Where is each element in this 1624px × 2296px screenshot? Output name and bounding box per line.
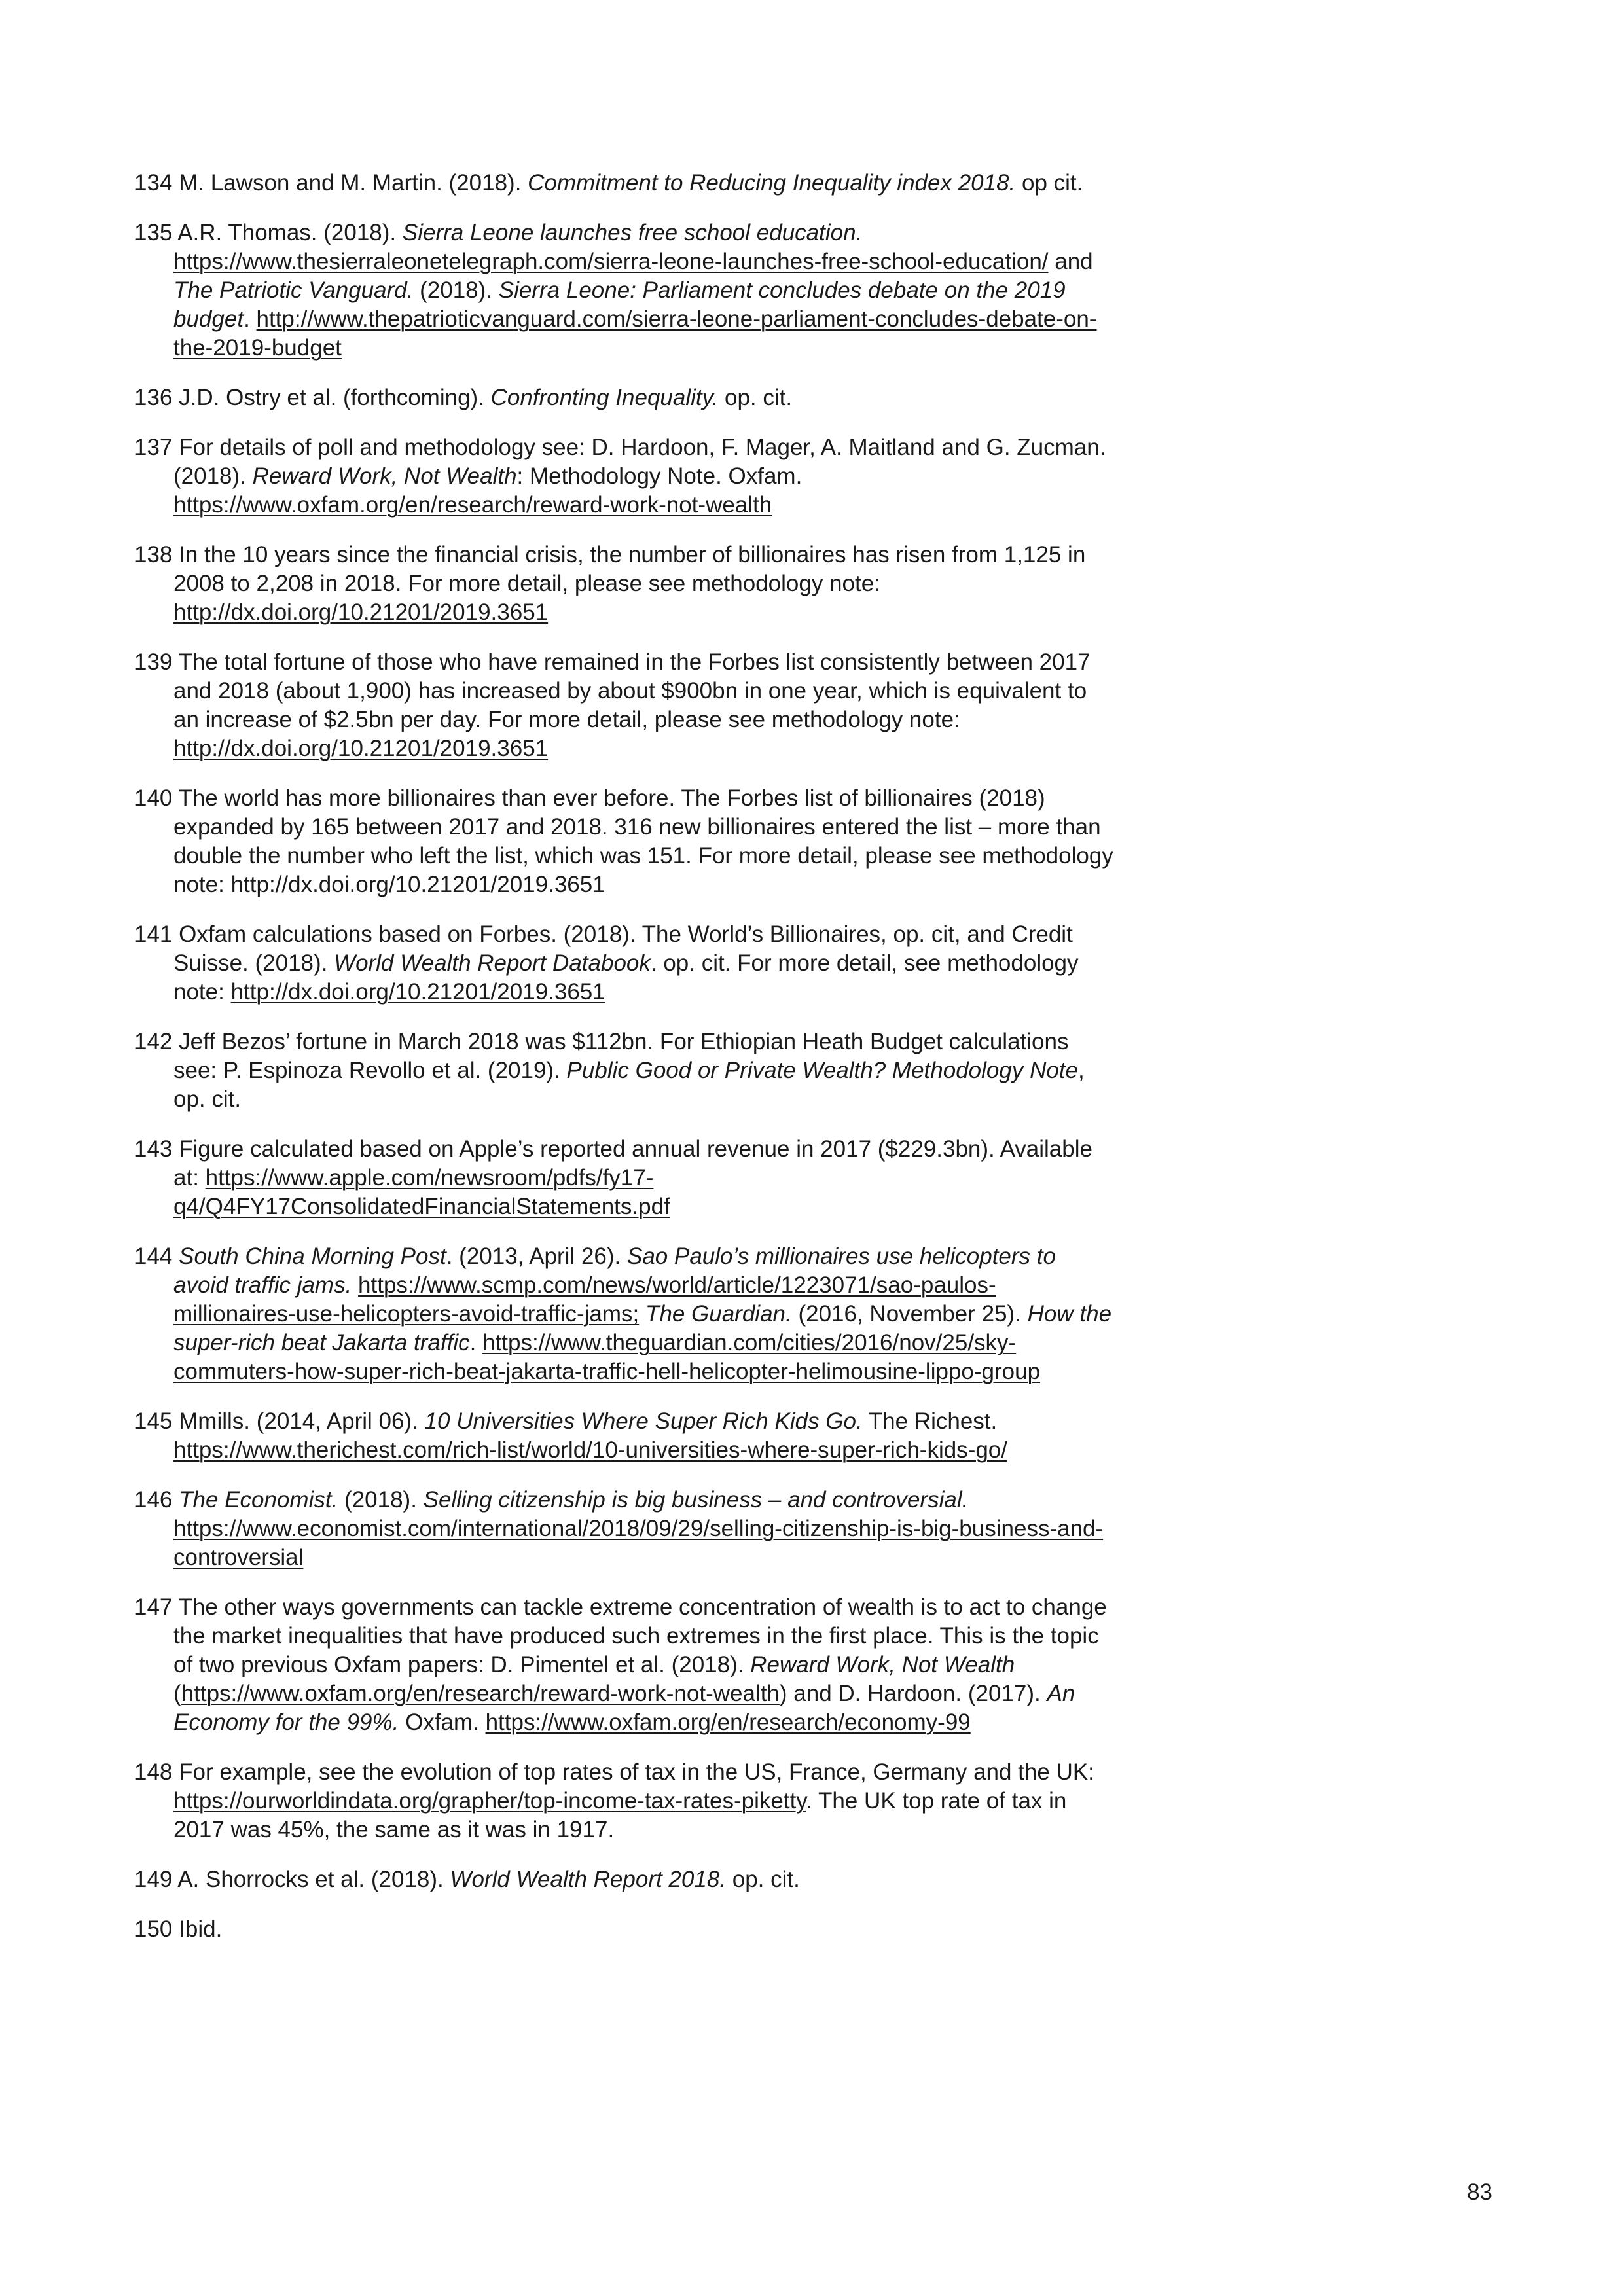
page-number: 83 <box>1467 2179 1492 2205</box>
endnote-title: How the super-rich beat Jakarta traffic <box>173 1301 1112 1355</box>
endnote-text: A. Shorrocks et al. (2018). <box>177 1867 450 1892</box>
endnote-139 <box>134 648 1116 763</box>
endnote-text: The Richest. <box>862 1408 998 1434</box>
endnote-134 <box>134 169 1116 198</box>
endnote-text: . (2013, April 26). <box>446 1244 627 1269</box>
endnote-link[interactable]: http://dx.doi.org/10.21201/2019.3651 <box>173 736 549 761</box>
endnote-number: 135 <box>134 220 173 245</box>
endnote-147 <box>134 1593 1116 1737</box>
endnote-number: 140 <box>134 785 173 811</box>
endnote-link[interactable]: https://www.oxfam.org/en/research/economy-99 <box>485 1710 971 1735</box>
endnote-number: 146 <box>134 1487 173 1513</box>
endnote-text: . <box>469 1330 483 1355</box>
endnote-text <box>352 1272 358 1298</box>
endnote-144 <box>134 1242 1116 1386</box>
endnote-title: Confronting Inequality. <box>490 385 719 410</box>
endnote-link[interactable]: https://www.therichest.com/rich-list/world/10-universities-where-super-rich-kids-go/ <box>173 1437 1007 1463</box>
endnote-text: Ibid. <box>179 1916 223 1942</box>
endnote-135 <box>134 219 1116 363</box>
endnote-number: 143 <box>134 1136 173 1162</box>
endnote-text: . op. cit. For more detail, see methodology note: <box>173 950 1079 1005</box>
endnote-number: 137 <box>134 435 173 460</box>
endnote-text: Jeff Bezos’ fortune in March 2018 was $112bn. For Ethiopian Heath Budget calculations see: P. Espinoza Revollo et al. (2019). <box>173 1029 1069 1083</box>
endnote-text: M. Lawson and M. Martin. (2018). <box>179 170 528 196</box>
endnote-title: Sao Paulo’s millionaires use helicopters to avoid traffic jams. <box>173 1244 1056 1298</box>
endnote-text: The total fortune of those who have remained in the Forbes list consistently between 2017 and 2018 (about 1,900) has increased by about $900bn in one year, which is equivalent to an increase of $2.5bn per day. For more detail, please see methodology note: <box>173 649 1091 732</box>
endnote-145 <box>134 1407 1116 1465</box>
endnote-text: J.D. Ostry et al. (forthcoming). <box>179 385 491 410</box>
endnote-text: (2018). <box>413 278 499 303</box>
endnote-link[interactable]: http://dx.doi.org/10.21201/2019.3651 <box>230 979 605 1005</box>
endnote-text: ) and D. Hardoon. (2017). <box>779 1681 1047 1706</box>
endnote-number: 144 <box>134 1244 173 1269</box>
endnote-title: Reward Work, Not Wealth <box>252 463 517 489</box>
endnote-text: . <box>244 306 257 332</box>
endnote-title: Sierra Leone: Parliament concludes debate on the 2019 budget <box>173 278 1066 332</box>
endnote-number: 145 <box>134 1408 173 1434</box>
endnote-link[interactable]: https://www.scmp.com/news/world/article/1223071/sao-paulos-millionaires-use-helicopters-avoid-traffic-jams; <box>173 1272 996 1327</box>
endnote-number: 147 <box>134 1594 173 1620</box>
endnote-text: ( <box>173 1681 181 1706</box>
endnote-text: For details of poll and methodology see: D. Hardoon, F. Mager, A. Maitland and G. Zucman. (2018). <box>173 435 1106 489</box>
endnote-text: Mmills. (2014, April 06). <box>179 1408 425 1434</box>
endnote-link[interactable]: https://www.apple.com/newsroom/pdfs/fy17-q4/Q4FY17ConsolidatedFinancialStatements.pdf <box>173 1165 670 1219</box>
endnote-142 <box>134 1028 1116 1114</box>
endnote-title: Reward Work, Not Wealth <box>750 1652 1015 1677</box>
endnote-text: A.R. Thomas. (2018). <box>177 220 403 245</box>
endnote-text: For example, see the evolution of top rates of tax in the US, France, Germany and the UK: <box>179 1759 1094 1785</box>
endnote-148 <box>134 1758 1116 1844</box>
endnote-number: 148 <box>134 1759 173 1785</box>
endnote-title: The Patriotic Vanguard. <box>173 278 414 303</box>
endnote-number: 136 <box>134 385 173 410</box>
endnote-link[interactable]: https://ourworldindata.org/grapher/top-income-tax-rates-piketty <box>173 1788 806 1814</box>
endnote-number: 138 <box>134 542 173 567</box>
endnote-141 <box>134 920 1116 1007</box>
endnote-text: , op. cit. <box>173 1058 1085 1112</box>
endnote-text: op. cit. <box>726 1867 800 1892</box>
endnote-text: op. cit. <box>718 385 793 410</box>
endnote-title: Public Good or Private Wealth? Methodology Note <box>566 1058 1078 1083</box>
endnote-text <box>639 1301 645 1327</box>
endnote-title: The Guardian. <box>645 1301 792 1327</box>
endnote-title: The Economist. <box>179 1487 338 1513</box>
endnote-number: 150 <box>134 1916 173 1942</box>
endnote-link[interactable]: https://www.oxfam.org/en/research/reward-work-not-wealth <box>173 492 772 518</box>
endnote-number: 141 <box>134 922 173 947</box>
endnote-title: An Economy for the 99%. <box>173 1681 1075 1735</box>
endnote-text: In the 10 years since the financial crisis, the number of billionaires has risen from 1,125 in 2008 to 2,208 in 2018. For more detail, please see methodology note: <box>173 542 1086 596</box>
endnote-number: 139 <box>134 649 173 675</box>
endnote-146 <box>134 1486 1116 1572</box>
endnote-text: and <box>1048 249 1093 274</box>
endnote-title: World Wealth Report Databook <box>334 950 651 976</box>
endnote-number: 142 <box>134 1029 173 1054</box>
endnote-text: Oxfam calculations based on Forbes. (2018). The World’s Billionaires, op. cit, and Credit Suisse. (2018). <box>173 922 1073 976</box>
endnote-title: 10 Universities Where Super Rich Kids Go. <box>424 1408 863 1434</box>
endnote-138 <box>134 541 1116 627</box>
endnote-149 <box>134 1865 1116 1894</box>
endnote-title: Sierra Leone launches free school education. <box>402 220 863 245</box>
endnote-text: (2016, November 25). <box>791 1301 1028 1327</box>
endnote-link[interactable]: http://dx.doi.org/10.21201/2019.3651 <box>173 600 549 625</box>
endnote-number: 134 <box>134 170 173 196</box>
endnote-link[interactable]: http://www.thepatrioticvanguard.com/sierra-leone-parliament-concludes-debate-on-the-2019-budget <box>173 306 1097 361</box>
endnote-link[interactable]: https://www.theguardian.com/cities/2016/nov/25/sky-commuters-how-super-rich-beat-jakarta-traffic-hell-helicopter-helimousine-lippo-group <box>173 1330 1041 1384</box>
endnote-title: Commitment to Reducing Inequality index 2018. <box>528 170 1016 196</box>
endnote-number: 149 <box>134 1867 173 1892</box>
endnote-text: op cit. <box>1015 170 1083 196</box>
endnote-link[interactable]: https://www.oxfam.org/en/research/reward-work-not-wealth <box>181 1681 780 1706</box>
endnote-title: South China Morning Post <box>179 1244 446 1269</box>
endnote-text: The other ways governments can tackle extreme concentration of wealth is to act to change the market inequalities that have produced such extremes in the first place. This is the topic of two previous Oxfam papers: D. Pimentel et al. (2018). <box>173 1594 1107 1677</box>
endnote-143 <box>134 1135 1116 1221</box>
endnote-title: World Wealth Report 2018. <box>450 1867 727 1892</box>
endnote-text: : Methodology Note. Oxfam. <box>516 463 803 489</box>
endnote-title: Selling citizenship is big business – and controversial. <box>423 1487 969 1513</box>
endnote-140 <box>134 784 1116 899</box>
endnote-136 <box>134 384 1116 412</box>
endnotes-list <box>134 169 1116 1965</box>
endnote-text: Oxfam. <box>399 1710 486 1735</box>
endnote-link[interactable]: https://www.thesierraleonetelegraph.com/sierra-leone-launches-free-school-education/ <box>173 249 1049 274</box>
endnote-text: Figure calculated based on Apple’s reported annual revenue in 2017 ($229.3bn). Available at: <box>173 1136 1092 1191</box>
endnote-text: The world has more billionaires than ever before. The Forbes list of billionaires (2018) expanded by 165 between 2017 and 2018. 316 new billionaires entered the list – more than double the number who left the list, which was 151. For more detail, please see methodology note: http://dx.doi.org/10.21201/2019.3651 <box>173 785 1113 897</box>
endnote-link[interactable]: https://www.economist.com/international/2018/09/29/selling-citizenship-is-big-business-and-controversial <box>173 1516 1104 1570</box>
endnote-137 <box>134 433 1116 520</box>
endnote-150 <box>134 1915 1116 1944</box>
endnote-text: . The UK top rate of tax in 2017 was 45%, the same as it was in 1917. <box>173 1788 1067 1842</box>
endnote-text: (2018). <box>338 1487 424 1513</box>
